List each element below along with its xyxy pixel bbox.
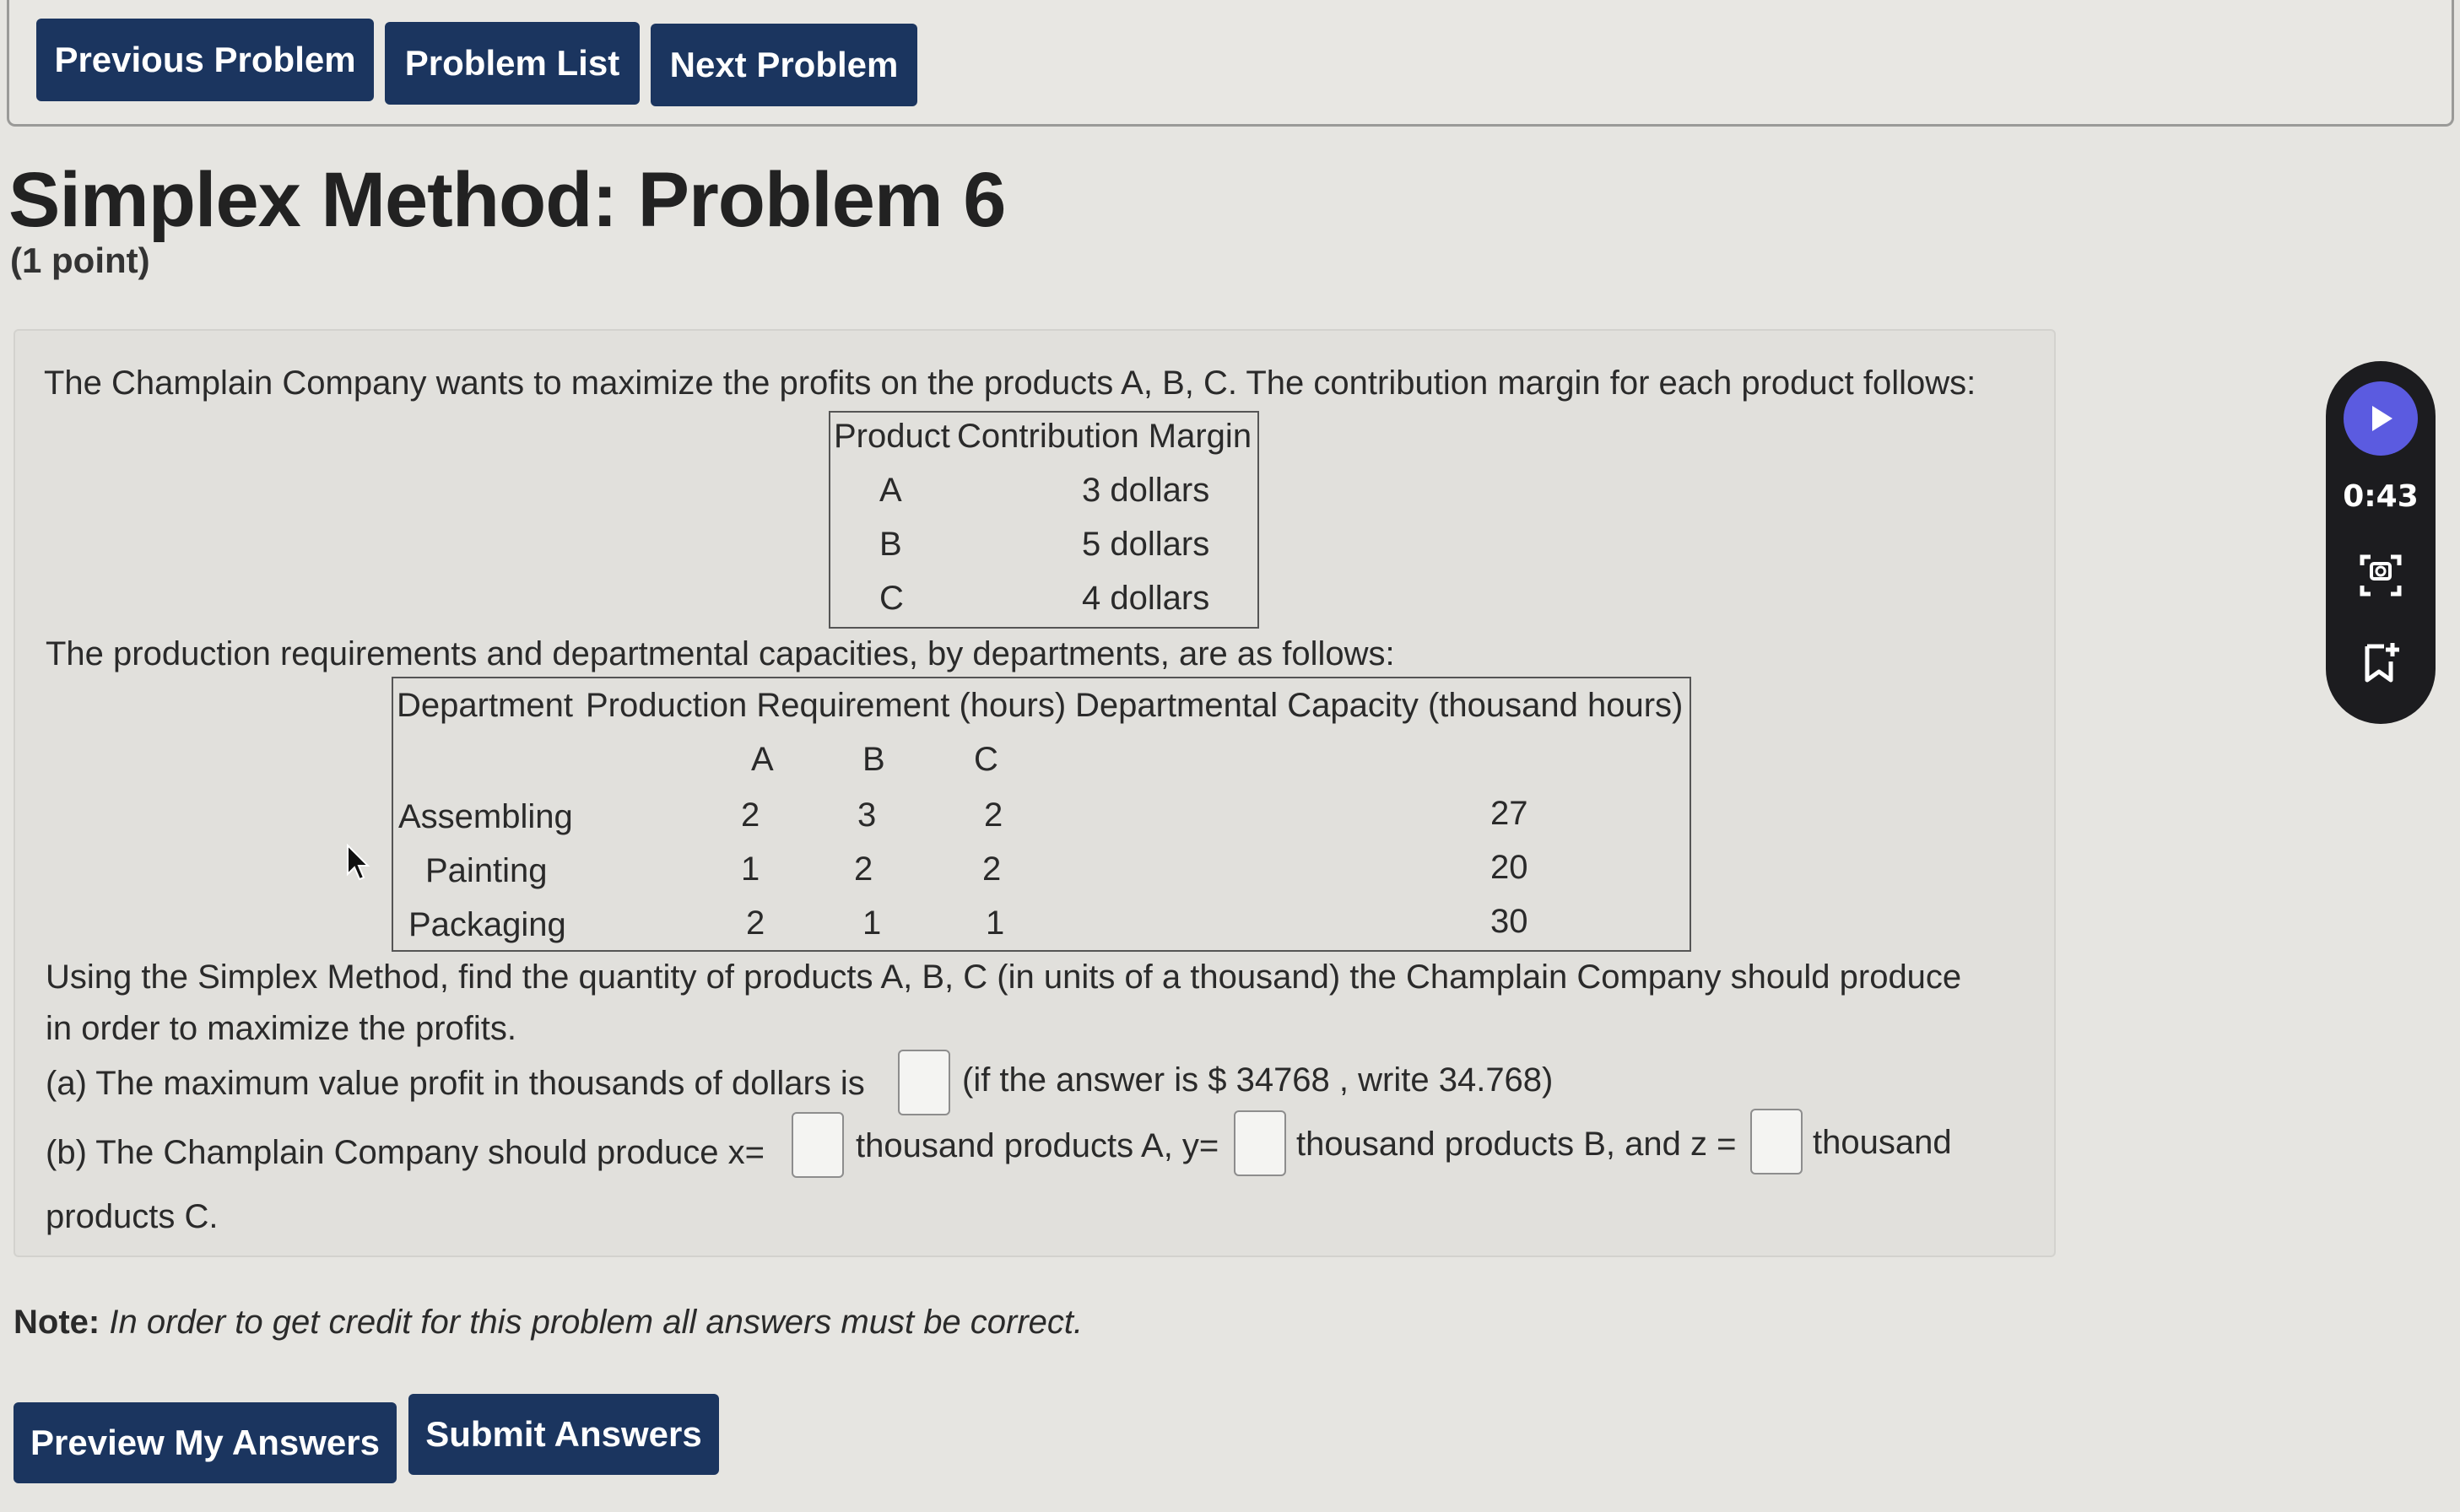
part-a-label: (a) The maximum value profit in thousands of dollars is <box>46 1065 865 1102</box>
question-text: Using the Simplex Method, find the quantity of products A, B, C (in units of a thousand) the Champlain Company should produce <box>46 958 1962 996</box>
question-text-cont: in order to maximize the profits. <box>46 1010 516 1047</box>
table-cell: Assembling <box>398 798 573 835</box>
table-cell: 2 <box>984 796 1003 834</box>
part-b-label-b: thousand products B, and z = <box>1296 1126 1737 1163</box>
answer-a-input[interactable] <box>898 1050 950 1115</box>
table-cell: 30 <box>1490 903 1528 940</box>
table-cell: Packaging <box>408 906 566 943</box>
table-cell: 1 <box>986 904 1005 942</box>
table-cell: 5 dollars <box>1082 526 1210 563</box>
table-cell: 20 <box>1490 849 1528 886</box>
recorder-time: 0:43 <box>2343 479 2419 514</box>
table-header: Contribution Margin <box>957 418 1252 455</box>
table-cell: 2 <box>982 850 1002 888</box>
nav-bar <box>7 0 2454 127</box>
note <box>14 1304 1083 1342</box>
part-b-label-a: thousand products A, y= <box>856 1127 1219 1164</box>
table-header: Production Requirement (hours) <box>586 687 1067 724</box>
next-problem-button[interactable]: Next Problem <box>651 24 917 106</box>
table-cell: 1 <box>741 850 760 888</box>
requirements-intro: The production requirements and departmental capacities, by departments, are as follows: <box>46 635 1395 672</box>
margin-table <box>829 411 1259 629</box>
table-header: Product <box>834 418 950 455</box>
table-subheader: B <box>862 741 885 778</box>
note-label: Note: <box>14 1304 100 1341</box>
table-cell: 3 dollars <box>1082 472 1210 509</box>
preview-answers-button[interactable]: Preview My Answers <box>14 1402 397 1483</box>
part-a-hint: (if the answer is $ 34768 , write 34.768) <box>962 1061 1554 1099</box>
table-cell: C <box>879 580 904 617</box>
part-b-label-end: products C. <box>46 1198 219 1235</box>
answer-x-input[interactable] <box>792 1112 844 1178</box>
requirements-table <box>392 677 1691 952</box>
table-subheader: C <box>974 741 998 778</box>
problem-intro: The Champlain Company wants to maximize the profits on the products A, B, C. The contribution margin for each product follows: <box>44 364 1976 402</box>
answer-z-input[interactable] <box>1750 1109 1803 1174</box>
screenshot-icon[interactable] <box>2357 552 2404 599</box>
add-bookmark-icon[interactable] <box>2357 640 2404 687</box>
table-cell: 2 <box>741 796 760 834</box>
part-b-label-c: thousand <box>1813 1124 1952 1161</box>
table-cell: 2 <box>854 850 873 888</box>
table-cell: B <box>879 526 902 563</box>
table-cell: 1 <box>862 904 882 942</box>
table-cell: 3 <box>857 796 877 834</box>
points-label: (1 point) <box>10 240 150 280</box>
table-cell: 2 <box>746 904 765 942</box>
table-header: Departmental Capacity (thousand hours) <box>1075 687 1684 724</box>
problem-list-button[interactable]: Problem List <box>385 22 640 105</box>
page-title: Simplex Method: Problem 6 <box>8 157 1006 243</box>
table-cell: 27 <box>1490 795 1528 832</box>
previous-problem-button[interactable]: Previous Problem <box>36 19 374 101</box>
note-text: In order to get credit for this problem all answers must be correct. <box>109 1304 1084 1341</box>
table-cell: A <box>879 472 902 509</box>
play-icon <box>2364 402 2398 435</box>
answer-y-input[interactable] <box>1234 1110 1286 1176</box>
table-cell: 4 dollars <box>1082 580 1210 617</box>
mouse-cursor-icon <box>346 844 371 883</box>
table-cell: Painting <box>425 852 548 889</box>
table-subheader: A <box>751 741 774 778</box>
table-header: Department <box>397 687 573 724</box>
play-button[interactable] <box>2344 381 2418 456</box>
screen-recorder-widget <box>2326 361 2436 724</box>
submit-answers-button[interactable]: Submit Answers <box>408 1394 719 1475</box>
part-b-label: (b) The Champlain Company should produce x= <box>46 1134 765 1171</box>
